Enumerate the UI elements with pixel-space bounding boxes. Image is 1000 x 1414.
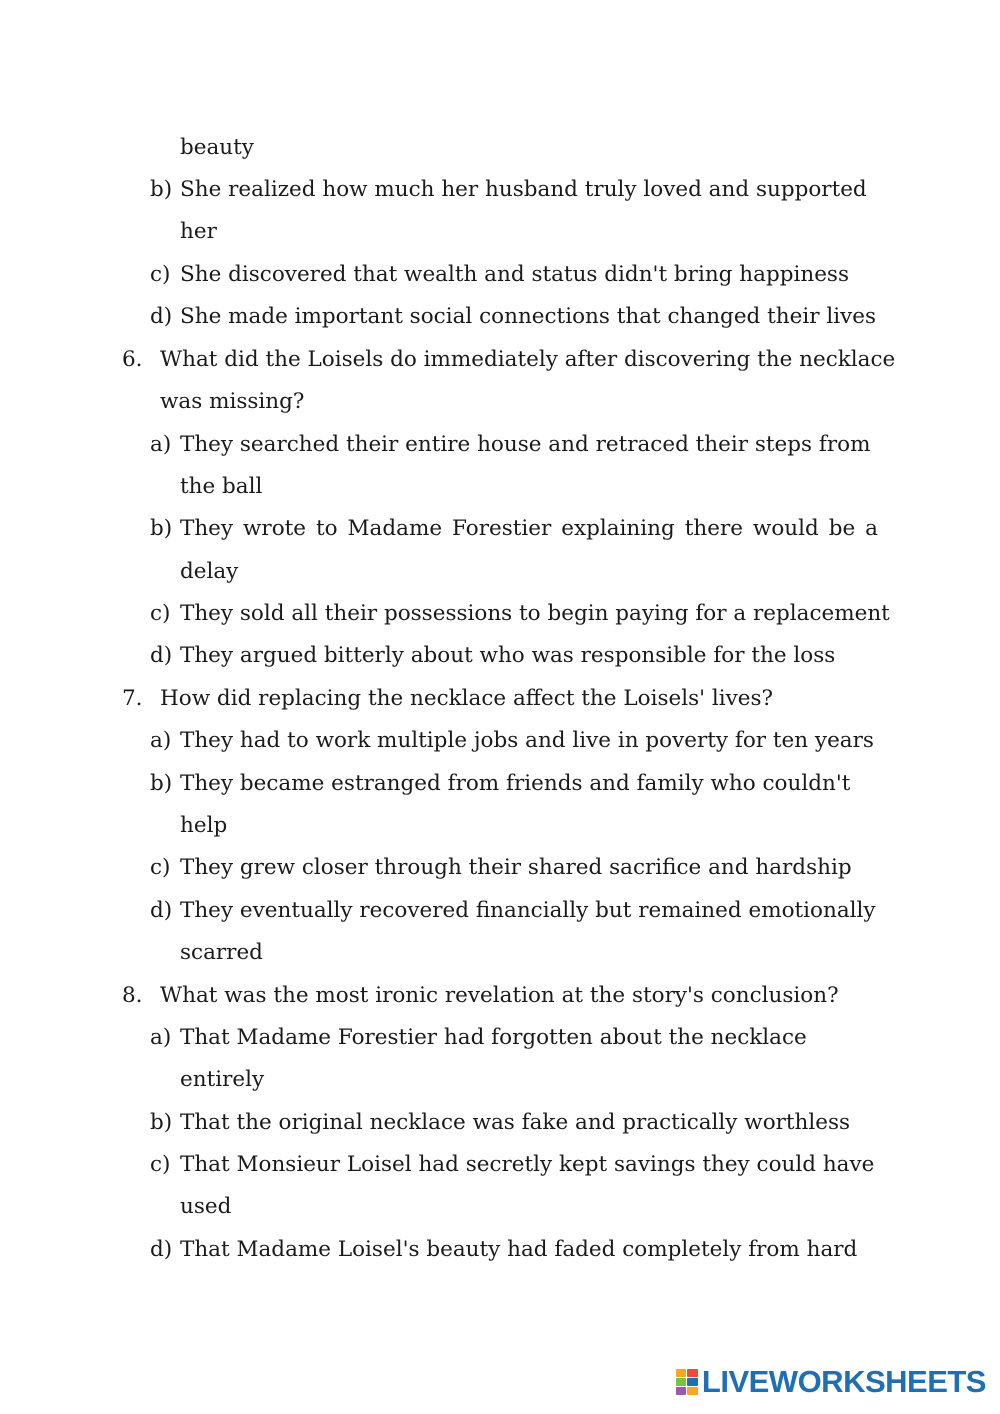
question-number: 7.	[122, 686, 143, 711]
option-text: That Madame Loisel's beauty had faded completely from hard	[180, 1237, 858, 1262]
option-letter: c)	[150, 855, 171, 880]
option-text: They argued bitterly about who was responsible for the loss	[180, 643, 836, 668]
option-text: They became estranged from friends and family who couldn't	[180, 771, 851, 796]
liveworksheets-mark-icon	[676, 1369, 698, 1395]
option-letter: b)	[150, 177, 173, 202]
option-text: That Monsieur Loisel had secretly kept savings they could have	[180, 1152, 875, 1177]
option-text: They wrote to Madame Forestier explaining there would be a	[180, 516, 878, 541]
option-text: She realized how much her husband truly loved and supported	[180, 177, 867, 202]
question-number: 8.	[122, 983, 143, 1008]
option-letter: a)	[150, 432, 172, 457]
option-text: That Madame Forestier had forgotten about the necklace	[180, 1025, 807, 1050]
option-letter: d)	[150, 1237, 173, 1262]
option-text: They sold all their possessions to begin paying for a replacement	[180, 601, 890, 626]
option-letter: d)	[150, 643, 173, 668]
option-text: her	[180, 219, 217, 244]
option-letter: c)	[150, 262, 171, 287]
option-letter: b)	[150, 516, 173, 541]
option-text: They had to work multiple jobs and live in poverty for ten years	[180, 728, 874, 753]
option-letter: a)	[150, 728, 172, 753]
option-text: help	[180, 813, 228, 838]
liveworksheets-logo[interactable]	[676, 1362, 986, 1402]
option-text: That the original necklace was fake and practically worthless	[180, 1110, 851, 1135]
option-text: She discovered that wealth and status didn't bring happiness	[180, 262, 849, 287]
option-text: scarred	[180, 940, 263, 965]
question-text: What did the Loisels do immediately after discovering the necklace	[160, 347, 896, 372]
option-text: They searched their entire house and retraced their steps from	[180, 432, 871, 457]
option-text: They eventually recovered financially but remained emotionally	[180, 898, 876, 923]
option-letter: b)	[150, 771, 173, 796]
question-text: What was the most ironic revelation at the story's conclusion?	[160, 983, 839, 1008]
option-text: delay	[180, 559, 239, 584]
question-text: was missing?	[160, 389, 305, 414]
question-text: How did replacing the necklace affect the Loisels' lives?	[160, 686, 774, 711]
option-letter: c)	[150, 1152, 171, 1177]
question-number: 6.	[122, 347, 143, 372]
option-letter: d)	[150, 304, 173, 329]
option-text: used	[180, 1194, 232, 1219]
option-text: the ball	[180, 474, 263, 499]
option-text: She made important social connections that changed their lives	[180, 304, 876, 329]
liveworksheets-wordmark: LIVEWORKSHEETS	[701, 1364, 986, 1399]
option-text-continued: beauty	[180, 135, 254, 160]
option-text: They grew closer through their shared sacrifice and hardship	[180, 855, 852, 880]
option-letter: b)	[150, 1110, 173, 1135]
option-letter: c)	[150, 601, 171, 626]
option-text: entirely	[180, 1067, 265, 1092]
option-letter: a)	[150, 1025, 172, 1050]
option-letter: d)	[150, 898, 173, 923]
